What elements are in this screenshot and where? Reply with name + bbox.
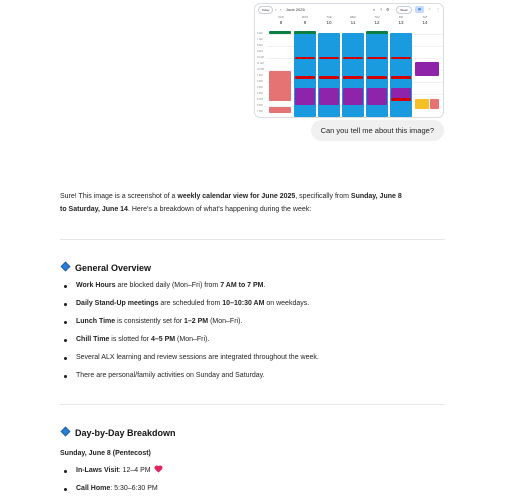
day-by-day-heading — [60, 427, 176, 439]
time-label: 3 PM — [257, 86, 263, 89]
list-item-text: Several ALX learning and review sessions are integrated throughout the week. — [76, 354, 319, 361]
calendar-view-icon: ▦ — [415, 6, 424, 13]
plain-text: is slotted for — [109, 336, 151, 343]
bullet — [64, 285, 67, 288]
calendar-event — [391, 76, 411, 79]
list-item-text — [76, 483, 158, 495]
calendar-screenshot-thumbnail[interactable] — [254, 3, 444, 118]
plain-text: : 5:30–6:30 PM — [110, 485, 158, 492]
bold-text: Work Hours — [76, 282, 116, 289]
calendar-event — [391, 88, 411, 98]
time-label: 12 PM — [257, 68, 264, 71]
plain-text: are scheduled from — [158, 300, 223, 307]
plain-text: on weekdays. — [264, 300, 310, 307]
calendar-event — [343, 88, 363, 105]
calendar-event — [367, 76, 387, 79]
day-header-sun: SUN 8 — [278, 16, 284, 25]
calendar-event — [343, 76, 363, 79]
intro-text: , specifically from — [295, 193, 351, 200]
day-header-sat: SAT 14 — [422, 16, 428, 25]
help-icon: ? — [380, 7, 383, 12]
month-label: June 2025 — [286, 7, 305, 12]
time-label: 8 AM — [257, 44, 263, 47]
bold-text: Daily Stand-Up meetings — [76, 300, 159, 307]
heart-icon — [154, 465, 163, 473]
list-item-text — [76, 280, 265, 292]
bullet — [64, 339, 67, 342]
time-label: 6 AM — [257, 32, 263, 35]
calendar-event — [294, 31, 316, 34]
search-icon: ⌕ — [373, 7, 376, 12]
time-label: 2 PM — [257, 80, 263, 83]
time-label: 5 PM — [257, 98, 263, 101]
prev-icon: ‹ — [275, 7, 277, 12]
calendar-event — [415, 62, 439, 76]
calendar-event — [367, 88, 387, 105]
list-item-text — [76, 298, 309, 310]
list-item-text — [76, 316, 242, 328]
plain-text: : 12–4 PM — [118, 467, 151, 474]
tasks-view-icon: ✓ — [428, 7, 431, 11]
view-select: Week — [396, 6, 412, 14]
general-overview-heading — [60, 262, 151, 274]
calendar-event — [269, 107, 291, 113]
bold-text: 7 AM to 7 PM — [220, 282, 264, 289]
intro-bold: weekly calendar view for June 2025 — [177, 193, 296, 200]
sunday-title: Sunday, June 8 (Pentecost) — [60, 450, 151, 457]
time-label: 4 PM — [257, 92, 263, 95]
bold-text: 10–10:30 AM — [222, 300, 265, 307]
time-label: 6 PM — [257, 104, 263, 107]
plain-text: (Mon–Fri). — [208, 318, 243, 325]
bullet — [64, 321, 67, 324]
plain-text: . — [263, 282, 266, 289]
apps-icon: ⋮ — [436, 7, 440, 12]
bold-text: 1–2 PM — [184, 318, 209, 325]
response-intro — [60, 190, 445, 216]
calendar-event — [391, 57, 411, 59]
intro-bold: to Saturday, June 14 — [60, 206, 128, 213]
calendar-toolbar — [255, 4, 443, 16]
user-message-bubble: Can you tell me about this image? — [311, 120, 444, 141]
plain-text: is consistently set for — [115, 318, 185, 325]
time-label: 11 AM — [257, 62, 264, 65]
next-icon: › — [280, 7, 282, 12]
intro-bold: Sunday, June 8 — [350, 193, 402, 200]
day-header-tue: TUE 10 — [326, 16, 332, 25]
calendar-event — [366, 31, 388, 34]
time-label: 1 PM — [257, 74, 263, 77]
calendar-event — [269, 71, 291, 101]
calendar-event — [391, 98, 411, 101]
bullet — [64, 488, 67, 491]
calendar-event — [390, 33, 412, 117]
bullet — [64, 303, 67, 306]
calendar-event — [319, 88, 339, 105]
bold-text: 4–5 PM — [150, 336, 176, 343]
calendar-event — [295, 57, 315, 59]
calendar-event — [319, 76, 339, 79]
bullet — [64, 470, 67, 473]
section-divider — [60, 239, 445, 240]
bullet — [64, 357, 67, 360]
intro-text: Sure! This image is a screenshot of a — [60, 193, 178, 200]
calendar-event — [295, 76, 315, 79]
plain-text: (Mon–Fri). — [175, 336, 210, 343]
time-label: 10 AM — [257, 56, 264, 59]
bold-text: Chill Time — [76, 336, 110, 343]
day-header-wed: WED 11 — [349, 16, 357, 25]
calendar-event — [269, 31, 291, 34]
plain-text: are blocked daily (Mon–Fri) from — [115, 282, 221, 289]
time-label: 7 AM — [257, 38, 263, 41]
today-button: Today — [258, 6, 273, 14]
calendar-event — [319, 57, 339, 59]
heading-text: Day-by-Day Breakdown — [75, 428, 176, 438]
settings-icon: ⚙ — [386, 7, 390, 12]
calendar-event — [295, 88, 315, 105]
day-header-mon: MON 9 — [301, 16, 309, 25]
day-header-thu: THU 12 — [374, 16, 380, 25]
calendar-event — [343, 57, 363, 59]
day-header-fri: FRI 13 — [398, 16, 404, 25]
list-item-text — [76, 465, 163, 477]
intro-text: . Here's a breakdown of what's happening during the week: — [127, 206, 312, 213]
bullet — [64, 375, 67, 378]
blue-diamond-icon — [61, 427, 71, 437]
bold-text: Lunch Time — [76, 318, 116, 325]
time-label: 9 AM — [257, 50, 263, 53]
list-item-text: There are personal/family activities on Sunday and Saturday. — [76, 372, 265, 379]
calendar-event — [430, 99, 439, 109]
bold-text: In-Laws Visit — [76, 467, 119, 474]
blue-diamond-icon — [61, 262, 71, 272]
calendar-event — [415, 99, 429, 109]
calendar-event — [367, 57, 387, 59]
heading-text: General Overview — [75, 263, 152, 273]
section-divider — [60, 404, 445, 405]
list-item-text — [76, 334, 209, 346]
bold-text: Call Home — [76, 485, 111, 492]
time-label: 7 PM — [257, 110, 263, 113]
